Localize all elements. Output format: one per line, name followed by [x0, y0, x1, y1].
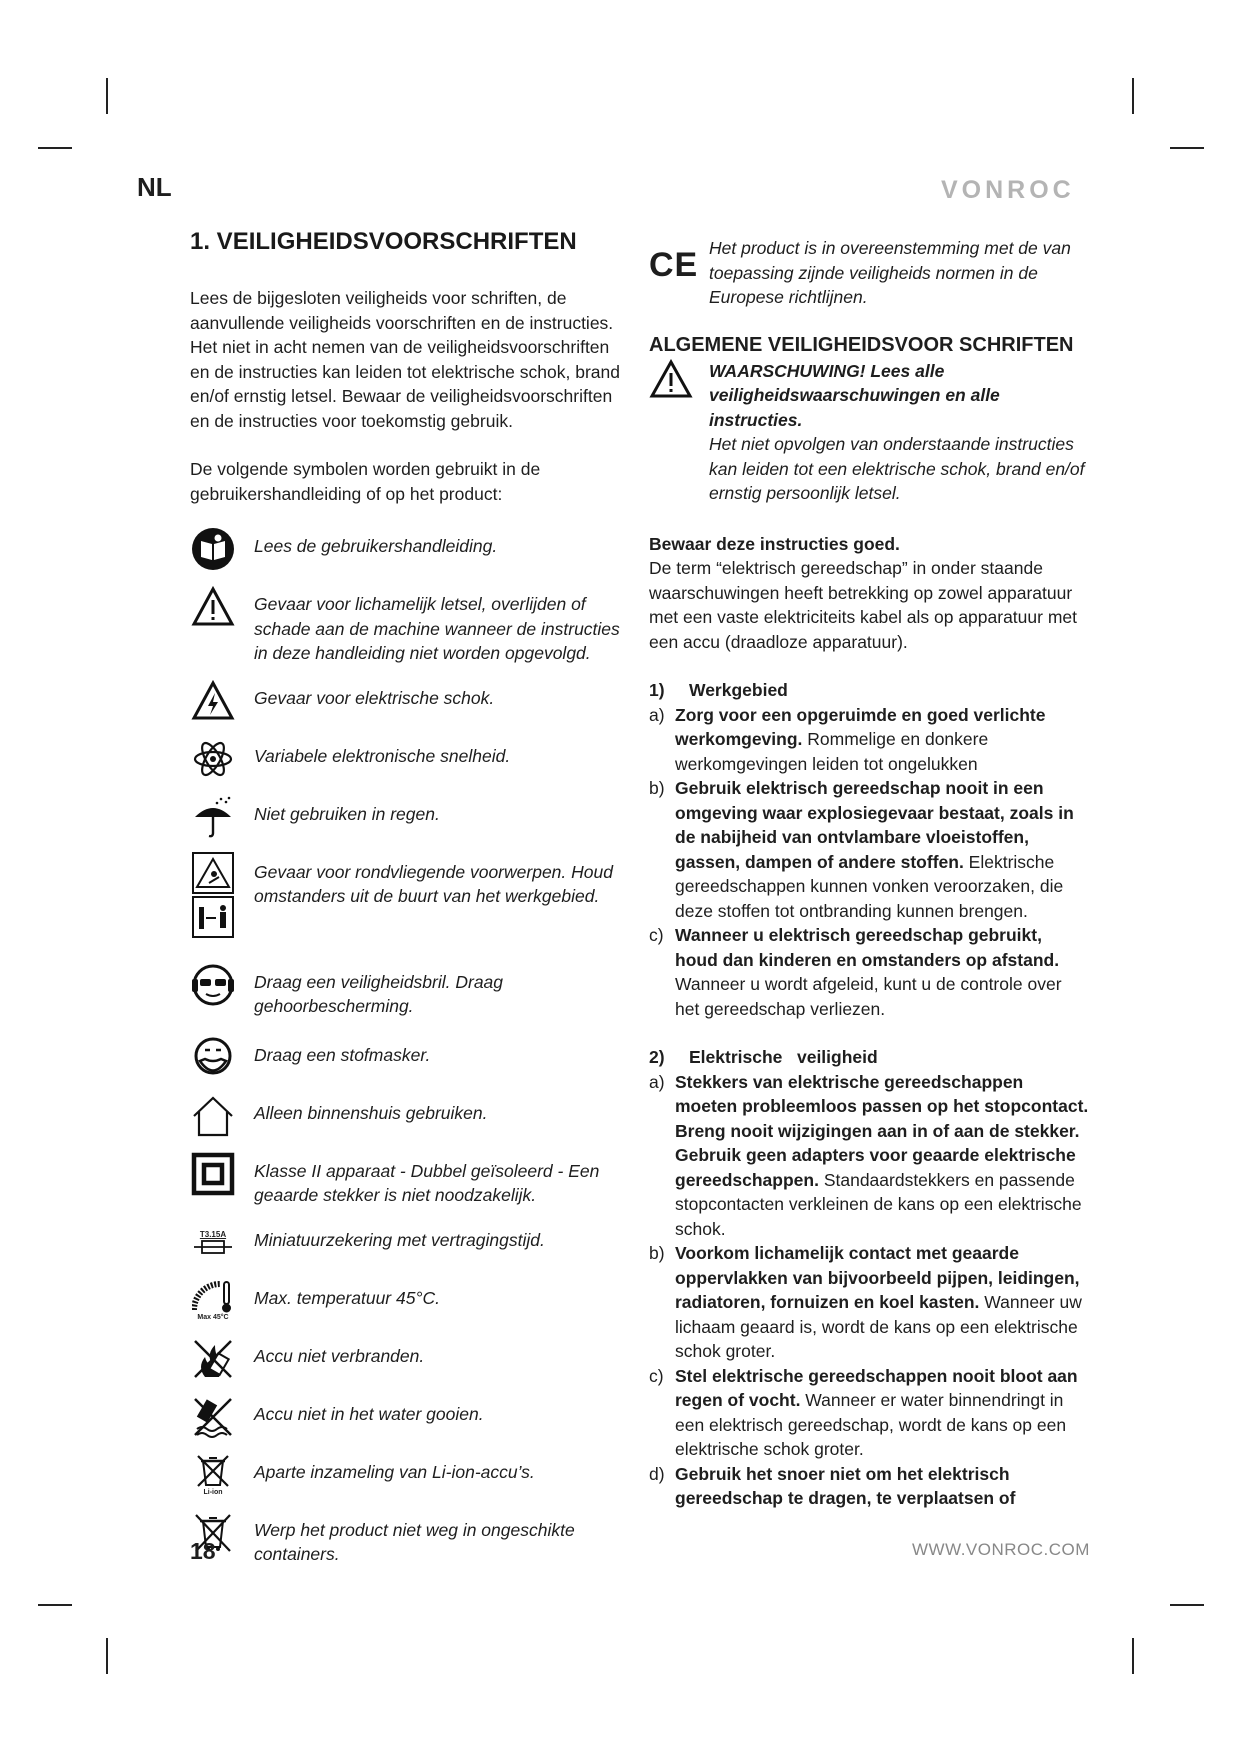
symbol-text: Gevaar voor rondvliegende voorwerpen. Houd omstanders uit de buurt van het werkgebied.: [254, 861, 613, 906]
symbol-row: [190, 1278, 628, 1324]
no-burn-battery-icon: [190, 1336, 236, 1382]
li-ion-label: Li-ion: [203, 1488, 223, 1496]
section-heading: [649, 678, 1089, 703]
warning-icon: [649, 359, 709, 506]
website-url: WWW.VONROC.COM: [912, 1540, 1090, 1559]
section-title: 1. VEILIGHEIDSVOORSCHRIFTEN: [190, 228, 577, 255]
symbol-text: Accu niet in het water gooien.: [254, 1403, 484, 1424]
umbrella-rain-icon: [190, 794, 236, 840]
brand-logo: VONROC: [941, 176, 1075, 204]
list-item: [649, 1070, 1089, 1242]
manual-icon: [190, 526, 236, 572]
section-heading-text: Elektrische veiligheid: [689, 1047, 878, 1067]
symbol-text: Accu niet verbranden.: [254, 1345, 425, 1366]
electric-shock-icon: [190, 678, 236, 724]
warning-body: Het niet opvolgen van onderstaande instructies kan leiden tot een elektrische schok, brand en/of ernstig persoonlijk letsel.: [709, 434, 1085, 503]
item-bold: Voorkom lichamelijk contact met geaarde oppervlakken van bijvoorbeeld pijpen, leidingen, radiatoren, fornuizen en koel kasten.: [675, 1243, 1080, 1312]
section-number: 2): [649, 1047, 665, 1067]
fuse-icon: [190, 1220, 236, 1266]
crop-mark: [106, 78, 108, 114]
symbol-text: Variabele elektronische snelheid.: [254, 745, 511, 766]
symbol-row: [190, 1151, 628, 1208]
left-column: [190, 228, 628, 1579]
ce-text: Het product is in overeenstemming met de van toepassing zijnde veiligheids normen in de Europese richtlijnen.: [709, 238, 1071, 307]
symbol-row: [190, 1394, 628, 1440]
item-bold: Wanneer u elektrisch gereedschap gebruikt, houd dan kinderen en omstanders op afstand.: [675, 925, 1060, 970]
ce-mark-icon: CE: [649, 246, 699, 284]
language-code: NL: [137, 172, 172, 202]
dust-mask-icon: [190, 1035, 236, 1081]
page-number: 18: [190, 1538, 216, 1564]
item-bold: Stel elektrische gereedschappen nooit bloot aan regen of vocht.: [675, 1365, 1078, 1410]
symbol-row: [190, 1220, 628, 1266]
item-text: Standaardstekkers en passende stopcontacten verkleinen de kans op een elektrische schok.: [675, 1169, 1082, 1239]
list-item: [649, 1364, 1089, 1462]
item-letter: c): [649, 925, 664, 945]
symbol-row: [190, 1035, 628, 1081]
keep-heading: Bewaar deze instructies goed.: [649, 533, 900, 554]
symbol-text: Werp het product niet weg in ongeschikte containers.: [254, 1519, 575, 1564]
warning-heading: WAARSCHUWING! Lees alle veiligheidswaarschuwingen en alle instructies.: [709, 360, 1000, 430]
warning-icon: [190, 584, 236, 630]
symbols-intro: De volgende symbolen worden gebruikt in de gebruikershandleiding of op het product:: [190, 459, 541, 504]
symbol-row: [190, 584, 628, 666]
item-bold: Gebruik elektrisch gereedschap nooit in een omgeving waar explosiegevaar bestaat, zoals in de nabijheid van ontvlambare vloeistoffen, gassen, dampen of andere stoffen.: [675, 778, 1074, 872]
symbol-row: [190, 736, 628, 782]
symbol-text: Draag een stofmasker.: [254, 1044, 431, 1065]
symbol-row: [190, 1510, 628, 1567]
thermometer-label: Max 45°C: [197, 1313, 229, 1321]
goggles-earmuffs-icon: [190, 962, 236, 1008]
symbol-row: [190, 678, 628, 724]
item-bold: Gebruik het snoer niet om het elektrisch gereedschap te dragen, te verplaatsen of: [675, 1463, 1016, 1508]
crop-mark: [106, 1638, 108, 1674]
item-text: Wanneer u wordt afgeleid, kunt u de controle over het gereedschap verliezen.: [675, 974, 1062, 1019]
crop-mark: [1132, 1638, 1134, 1674]
symbol-text: Lees de gebruikershandleiding.: [254, 536, 498, 556]
symbol-text: Klasse II apparaat - Dubbel geïsoleerd - Een geaarde stekker is niet noodzakelijk.: [254, 1160, 600, 1205]
right-column: [649, 236, 1089, 1511]
symbol-row: [190, 1336, 628, 1382]
fuse-label: T3.15A: [199, 1230, 227, 1239]
crop-mark: [1132, 78, 1134, 114]
list-item: [649, 923, 1089, 1021]
no-water-battery-icon: [190, 1394, 236, 1440]
section-number: 1): [649, 680, 665, 700]
intro-paragraph: Lees de bijgesloten veiligheids voor schriften, de aanvullende veiligheids voorschriften en de instructies. Het niet in acht nemen van de veiligheidsvoorschriften en de instructies kan leiden tot elektrische schok, brand en/of ernstig letsel. Bewaar de veiligheidsvoorschriften en de instructies voor toekomstig gebruik.: [190, 288, 620, 431]
list-item: [649, 1241, 1089, 1364]
flying-objects-icon: [190, 852, 236, 940]
item-bold: Stekkers van elektrische gereedschappen moeten probleemloos passen op het stopcontact. Breng nooit wijzigingen aan in of aan de stekker. Gebruik geen adapters voor geaarde elektrische gereedschappen.: [675, 1071, 1089, 1190]
item-letter: a): [649, 704, 665, 725]
item-letter: c): [649, 1365, 664, 1386]
keep-body: De term “elektrisch gereedschap” in onder staande waarschuwingen heeft betrekking op zowel apparatuur met een vaste elektriciteits kabel als op apparatuur met een accu (draadloze apparatuur).: [649, 558, 1077, 652]
symbol-text: Gevaar voor elektrische schok.: [254, 687, 495, 708]
item-letter: b): [649, 778, 665, 798]
symbol-text: Gevaar voor lichamelijk letsel, overlijden of schade aan de machine wanneer de instructies in deze handleiding niet worden opgevolgd.: [254, 594, 620, 663]
symbol-text: Alleen binnenshuis gebruiken.: [254, 1102, 488, 1123]
general-safety-title: ALGEMENE VEILIGHEIDSVOOR SCHRIFTEN: [649, 333, 1074, 356]
crop-mark: [1170, 1604, 1204, 1606]
item-letter: a): [649, 1071, 665, 1092]
keep-instructions: [649, 532, 1089, 655]
warning-text-block: [709, 359, 1089, 506]
symbol-text: Max. temperatuur 45°C.: [254, 1287, 440, 1308]
item-text: Elektrische gereedschappen kunnen vonken veroorzaken, die deze stoffen tot ontbranding kunnen brengen.: [675, 851, 1064, 921]
item-letter: b): [649, 1243, 665, 1263]
symbol-row: [190, 852, 628, 940]
li-ion-bin-icon: [190, 1452, 236, 1498]
list-item: [649, 1462, 1089, 1511]
class-ii-icon: [190, 1151, 236, 1197]
thermometer-icon: [190, 1278, 236, 1324]
symbol-text: Aparte inzameling van Li-ion-accu’s.: [254, 1461, 535, 1482]
item-text: Rommelige en donkere werkomgevingen leiden tot ongelukken: [675, 729, 989, 774]
crop-mark: [38, 147, 72, 149]
symbol-row: [190, 962, 628, 1019]
symbol-text: Niet gebruiken in regen.: [254, 803, 440, 824]
crop-mark: [38, 1604, 72, 1606]
item-text: Wanneer uw lichaam geaard is, wordt de kans op een elektrische schok groter.: [675, 1292, 1082, 1361]
crop-mark: [1170, 147, 1204, 149]
item-bold: Zorg voor een opgeruimde en goed verlichte werkomgeving.: [675, 704, 1046, 749]
section-heading-text: Werkgebied: [689, 680, 788, 700]
list-item: [649, 703, 1089, 777]
ce-block: [649, 236, 1089, 310]
symbol-list: [190, 526, 628, 1567]
symbol-row: [190, 1452, 628, 1498]
symbol-row: [190, 1093, 628, 1139]
list-item: [649, 776, 1089, 923]
atom-icon: [190, 736, 236, 782]
section-heading: [649, 1045, 1089, 1070]
warning-block: [649, 359, 1089, 506]
item-letter: d): [649, 1463, 665, 1484]
symbol-text: Miniatuurzekering met vertragingstijd.: [254, 1229, 545, 1250]
symbol-text: Draag een veiligheidsbril. Draag gehoorbescherming.: [254, 971, 504, 1016]
symbol-row: [190, 794, 628, 840]
symbol-row: [190, 526, 628, 572]
item-text: Wanneer er water binnendringt in een elektrisch gereedschap, wordt de kans op een elektrische schok groter.: [675, 1390, 1067, 1459]
house-icon: [190, 1093, 236, 1139]
